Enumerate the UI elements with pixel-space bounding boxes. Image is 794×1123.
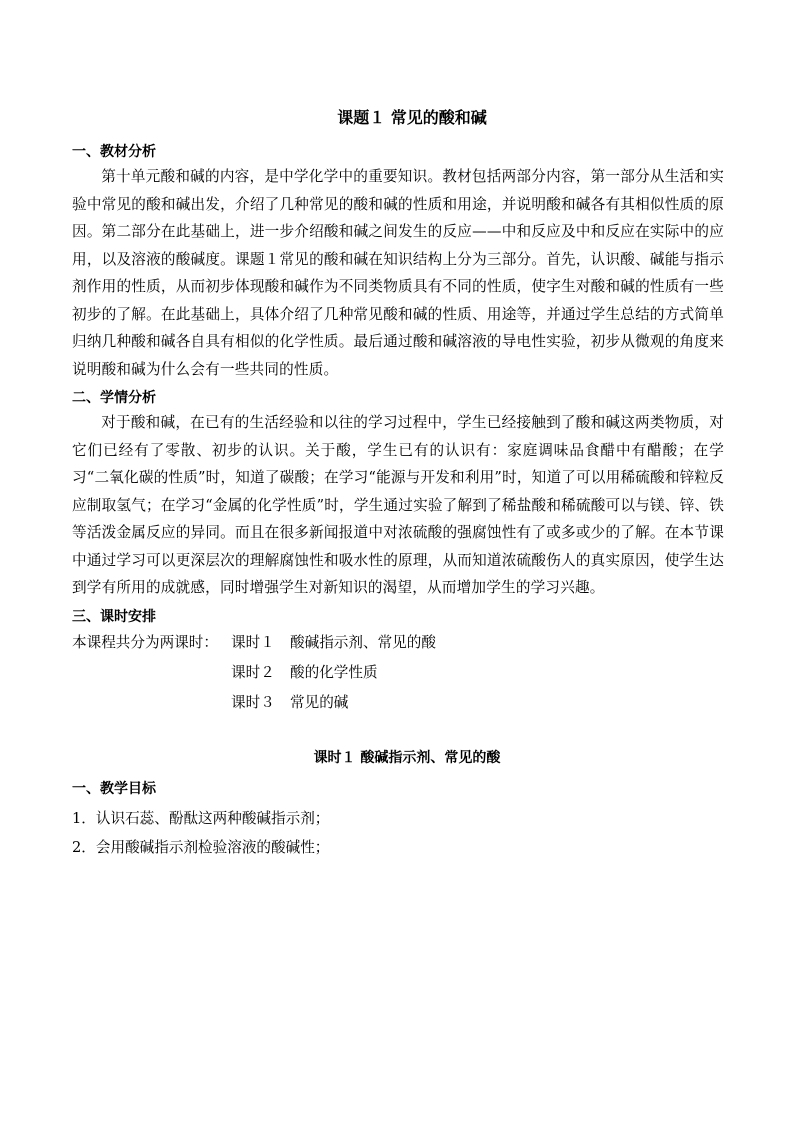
- section-heading-material: 一、教材分析: [72, 144, 156, 160]
- paragraph-material: 第十单元酸和碱的内容，是中学化学中的重要知识。教材包括两部分内容，第一部分从生活和实验中常见的酸和碱出发，介绍了几种常见的酸和碱的性质和用途，并说明酸和碱各有其相似性质的原因。第二部分在此基础上，进一步介绍酸和碱之间发生的反应——中和反应及中和反应在实际中的应用，以及溶液的酸碱度。课题１常见的酸和碱在知识结构上分为三部分。首先，认识酸、碱能与指示剂作用的性质，从而初步体现酸和碱作为不同类物质具有不同的性质，使字生对酸和碱的性质有一些初步的了解。在此基础上，具体介绍了几种常见酸和碱的性质、用途等，并通过学生总结的方式简单归纳几种酸和碱各自具有相似的化学性质。最后通过酸和碱溶液的导电性实验，初步从微观的角度来说明酸和碱为什么会有一些共同的性质。: [72, 168, 724, 378]
- schedule-row: [72, 628, 724, 658]
- section-students: [72, 387, 724, 602]
- lesson-number: 课时３: [231, 693, 275, 711]
- document-page: [72, 105, 724, 862]
- objective-item: 2．会用酸碱指示剂检验溶液的酸碱性；: [72, 838, 330, 856]
- section-heading-schedule: 三、课时安排: [72, 608, 156, 625]
- schedule-row: [72, 658, 724, 688]
- lesson-number: 课时２: [231, 663, 275, 681]
- lesson-name: 酸的化学性质: [290, 663, 378, 681]
- lesson-name: 酸碱指示剂、常见的酸: [290, 633, 436, 651]
- lesson-number: 课时１: [231, 633, 275, 651]
- section-objectives: [72, 778, 724, 862]
- section-heading-objectives: 一、教学目标: [72, 780, 156, 797]
- objective-item: 1．认识石蕊、酚酞这两种酸碱指示剂；: [72, 809, 330, 827]
- schedule-row: [72, 688, 724, 718]
- schedule-intro: 本课程共分为两课时：: [72, 633, 218, 651]
- lesson1-title: 课时１ 酸碱指示剂、常见的酸: [313, 749, 501, 766]
- paragraph-students: 对于酸和碱，在已有的生活经验和以往的学习过程中，学生已经接触到了酸和碱这两类物质，对它们已经有了零散、初步的认识。关于酸，学生已有的认识有：家庭调味品食醋中有醋酸；在学习“二氧化碳的性质”时，知道了碳酸；在学习“能源与开发和利用”时，知道了可以用稀硫酸和锌粒反应制取氢气；在学习“金属的化学性质”时，学生通过实验了解到了稀盐酸和稀硫酸可以与镁、锌、铁等活泼金属反应的异同。而且在很多新闻报道中对浓硫酸的强腐蚀性有了或多或少的了解。在本节课中通过学习可以更深层次的理解腐蚀性和吸水性的原理，从而知道浓硫酸伤人的真实原因，使学生达到学有所用的成就感，同时增强学生对新知识的渴望，从而增加学生的学习兴趣。: [72, 414, 724, 596]
- section-material: [72, 141, 724, 383]
- document-title: 课题１ 常见的酸和碱: [337, 108, 487, 127]
- lesson-name: 常见的碱: [290, 693, 349, 711]
- section-heading-students: 二、学情分析: [72, 390, 156, 406]
- section-schedule: [72, 606, 724, 718]
